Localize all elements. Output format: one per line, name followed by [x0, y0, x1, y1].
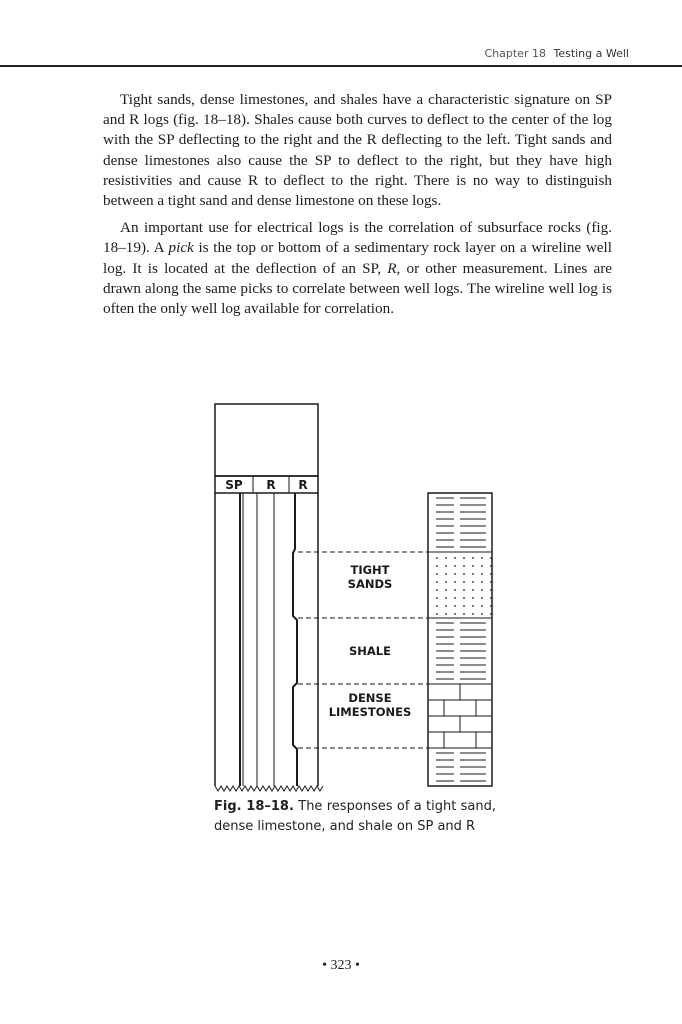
italic-term: R: [387, 259, 397, 277]
caption-label: Fig. 18–18.: [214, 799, 294, 814]
sand-dot: [481, 557, 483, 559]
text-run: Tight sands, dense limestones, and shales have a characteristic signature on SP and R logs (fig. 18–18). Shales cause both curves to deflect to the center of the log with the SP deflecting to the right and the R deflecting to the left. Tight sands and dense limestones also cause the SP to deflect to the right, but they have high resistivities and cause R to deflect to the right. There is no way to distinguish between a tight sand and dense limestone on these logs.: [103, 91, 612, 210]
sand-dot: [445, 613, 447, 615]
sand-dot: [463, 605, 465, 607]
layer-label-dense-limestones: DENSE LIMESTONES: [328, 691, 412, 719]
text-run: is the top or bottom of a sedimentary rock layer on a wireline well log. It is located at the deflection of an SP,: [103, 239, 612, 277]
sand-dot: [472, 581, 474, 583]
sand-dot: [490, 613, 492, 615]
sand-dot: [436, 565, 438, 567]
sand-dot: [481, 589, 483, 591]
sand-dot: [463, 573, 465, 575]
col-header-r1: R: [266, 478, 276, 492]
running-head-title: Testing a Well: [553, 47, 629, 60]
sand-dot: [445, 573, 447, 575]
sand-dot: [436, 581, 438, 583]
sand-dot: [436, 605, 438, 607]
sand-dot: [445, 581, 447, 583]
sand-dot: [463, 565, 465, 567]
sand-dot: [463, 589, 465, 591]
sand-dot: [481, 581, 483, 583]
figure-caption: [214, 797, 496, 837]
sand-dot: [454, 581, 456, 583]
sand-dot: [472, 613, 474, 615]
sand-dot: [454, 605, 456, 607]
sand-dot: [490, 581, 492, 583]
sand-dot: [490, 589, 492, 591]
sand-dot: [472, 589, 474, 591]
sand-dot: [445, 565, 447, 567]
sand-dot: [445, 589, 447, 591]
sand-dot: [490, 573, 492, 575]
sand-dot: [445, 557, 447, 559]
text-run: , or other measurement. Lines are drawn along the same picks to correlate between well logs. The wireline well log is often the only well log available for correlation.: [103, 259, 613, 318]
figure-18-18: [214, 403, 496, 793]
col-header-r2: R: [298, 478, 308, 492]
sand-dot: [463, 613, 465, 615]
running-head: [484, 47, 629, 60]
layer-label-tight-sands: TIGHT SANDS: [347, 563, 393, 591]
sand-dot: [454, 557, 456, 559]
sand-dot: [454, 565, 456, 567]
sand-dot: [436, 589, 438, 591]
col-header-sp: SP: [225, 478, 243, 492]
sand-dot: [481, 605, 483, 607]
sand-dot: [463, 557, 465, 559]
page-number: • 323 •: [322, 958, 360, 973]
sand-dot: [490, 565, 492, 567]
sand-dot: [490, 605, 492, 607]
sand-dot: [445, 597, 447, 599]
sand-dot: [454, 589, 456, 591]
caption-text: The responses of a tight sand, dense limestone, and shale on SP and R: [214, 799, 496, 834]
sand-dot: [472, 557, 474, 559]
running-head-chapter: Chapter 18: [484, 47, 546, 60]
sand-dot: [436, 573, 438, 575]
sand-dot: [454, 573, 456, 575]
sand-dot: [481, 565, 483, 567]
sand-dot: [436, 557, 438, 559]
log-break-line: [215, 786, 323, 791]
sand-dot: [472, 605, 474, 607]
log-header-box: [215, 404, 318, 476]
sand-dot: [436, 597, 438, 599]
sand-dot: [454, 597, 456, 599]
sand-dot: [472, 565, 474, 567]
sand-dot: [481, 573, 483, 575]
paragraph-2: [103, 218, 612, 319]
text-run: An important use for electrical logs is the correlation of subsurface rocks (fig. 18–19). A: [103, 219, 612, 257]
sand-dot: [463, 597, 465, 599]
sand-dot: [436, 613, 438, 615]
r-curve: [293, 493, 297, 786]
sand-dot: [472, 573, 474, 575]
paragraph-1: [103, 90, 612, 211]
italic-term: pick: [168, 239, 194, 257]
sand-dot: [445, 605, 447, 607]
sand-dot: [481, 613, 483, 615]
body-text: [103, 90, 612, 326]
layer-label-shale: SHALE: [349, 644, 391, 658]
sand-dot: [490, 557, 492, 559]
sand-dot: [490, 597, 492, 599]
sand-dot: [481, 597, 483, 599]
sand-dot: [454, 613, 456, 615]
header-rule: [0, 65, 682, 67]
lithology-column: [428, 493, 492, 786]
sand-dot: [472, 597, 474, 599]
sand-dot: [463, 581, 465, 583]
